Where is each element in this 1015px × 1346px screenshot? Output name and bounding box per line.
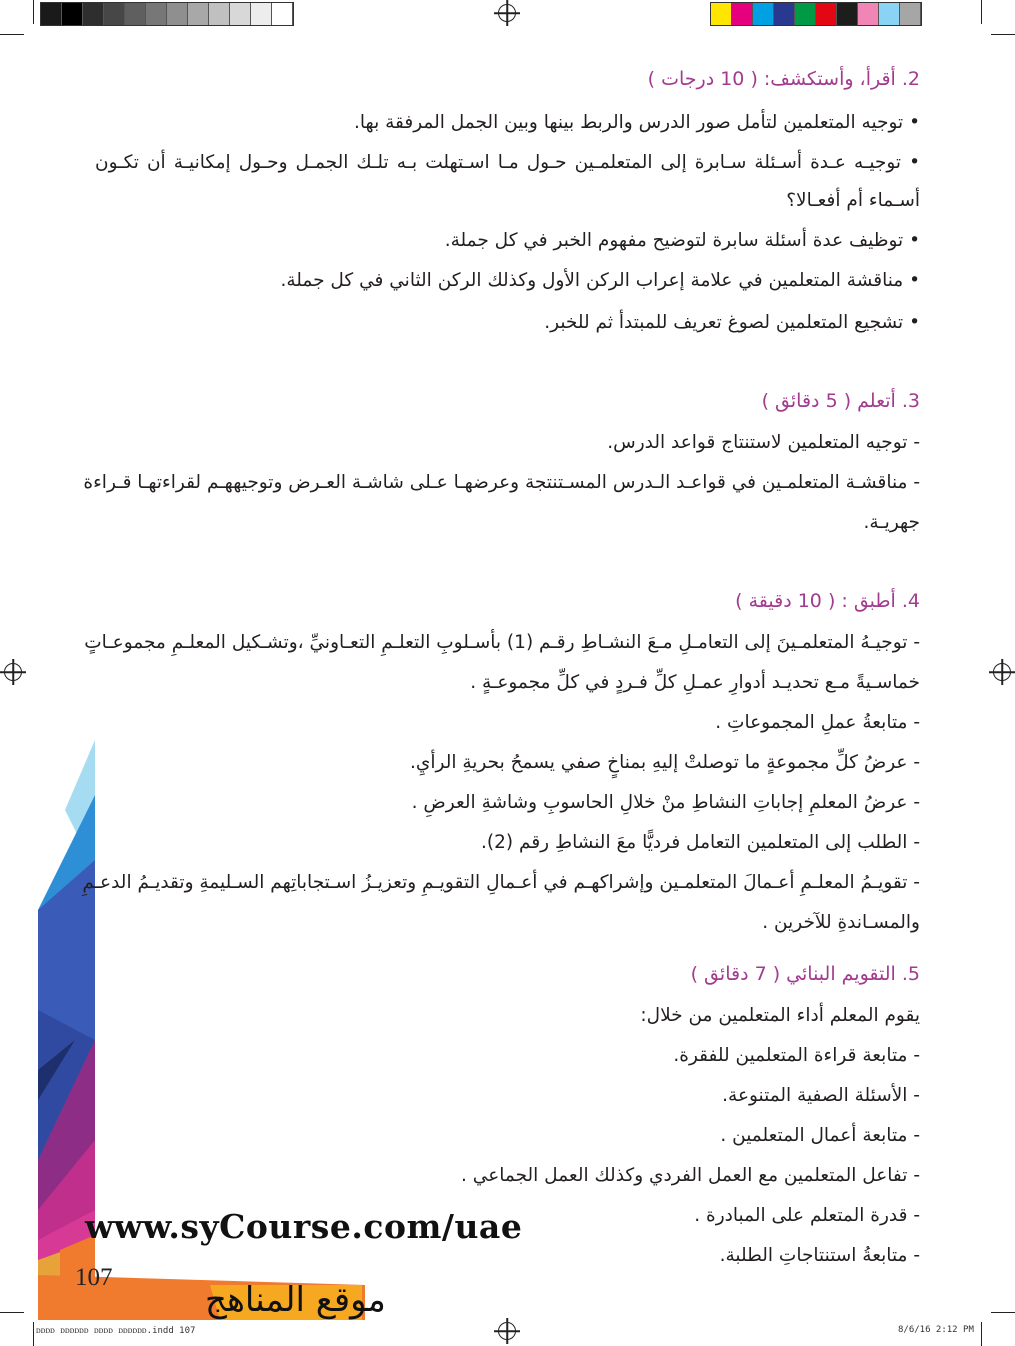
section-2-heading: 2. أقرأ، وأستكشف: ( 10 درجات ) — [647, 68, 920, 90]
registration-mark-top — [498, 4, 516, 22]
color-swatch — [711, 3, 732, 25]
section-4-heading: 4. أطبق : ( 10 دقيقة ) — [735, 590, 920, 612]
section-5-item-2: - الأسئلة الصفية المتنوعة. — [722, 1085, 920, 1106]
section-4-item-2: - متابعةُ عملِ المجموعاتِ . — [715, 712, 920, 733]
page-number: 107 — [75, 1264, 113, 1291]
section-4-item-5: - الطلب إلى المتعلمين التعامل فرديًّا معَ النشاطِ رقم (2). — [481, 832, 920, 853]
section-2-bullet-3: • توظيف عدة أسئلة سابرة لتوضيح مفهوم الخبر في كل جملة. — [444, 230, 920, 251]
color-swatch — [879, 3, 900, 25]
gray-swatch — [104, 3, 125, 25]
color-swatch — [753, 3, 774, 25]
section-5-item-4: - تفاعل المتعلمين مع العمل الفردي وكذلك العمل الجماعي . — [461, 1165, 920, 1186]
section-2-bullet-1: • توجيه المتعلمين لتأمل صور الدرس والربط بينها وبين الجمل المرفقة بها. — [354, 112, 920, 133]
gray-swatch — [188, 3, 209, 25]
gray-swatch — [62, 3, 83, 25]
section-3-item-2-line-2: جهريـة. — [863, 512, 920, 533]
color-swatch — [774, 3, 795, 25]
color-swatch — [858, 3, 879, 25]
crop-mark — [981, 0, 982, 24]
section-5-intro: يقوم المعلم أداء المتعلمين من خلال: — [640, 1005, 920, 1026]
gray-swatch — [146, 3, 167, 25]
gray-swatch — [230, 3, 251, 25]
gray-swatch — [125, 3, 146, 25]
color-swatch — [732, 3, 753, 25]
section-2-bullet-5: • تشجيع المتعلمين لصوغ تعريف للمبتدأ ثم للخبر. — [544, 312, 920, 333]
print-date: 8/6/16 2:12 PM — [898, 1325, 974, 1335]
gray-swatch — [41, 3, 62, 25]
section-3-item-1: - توجيه المتعلمين لاستنتاج قواعد الدرس. — [607, 432, 920, 453]
section-4-item-6-line-1: - تقويـمُ المعلـمِ أعـمالَ المتعلمـين وإشراكهـم في أعـمالِ التقويـمِ وتعزيـزُ اسـتجاباتِهم السـليمةِ وتقديـمُ الدعـمِ — [82, 872, 920, 893]
color-swatch — [816, 3, 837, 25]
crop-mark — [991, 1312, 1015, 1313]
section-2-bullet-2-line-2: أسـماء أم أفعـالا؟ — [786, 190, 920, 211]
section-4-item-1-line-2: خماسـيةً مـع تحديـد أدوارِ عمـلِ كلِّ فـردٍ في كلِّ مجموعـةٍ . — [470, 672, 920, 693]
color-swatch — [900, 3, 921, 25]
registration-mark-bottom — [498, 1322, 516, 1340]
crop-mark — [981, 1322, 982, 1346]
gray-swatch — [272, 3, 293, 25]
color-swatch — [837, 3, 858, 25]
section-4-item-3: - عرضُ كلِّ مجموعةٍ ما توصلتْ إليهِ بمناخٍ صفي يسمحُ بحريةِ الرأيِ. — [409, 752, 920, 773]
crop-mark — [0, 34, 24, 35]
section-3-heading: 3. أتعلم ( 5 دقائق ) — [761, 390, 920, 412]
grayscale-color-bar — [40, 2, 294, 26]
color-swatch — [795, 3, 816, 25]
process-color-bar — [710, 2, 922, 26]
website-watermark: www.syCourse.com/uae — [85, 1207, 523, 1246]
crop-mark — [33, 0, 34, 24]
gray-swatch — [83, 3, 104, 25]
registration-mark-left — [4, 663, 22, 681]
section-5-item-6: - متابعةُ استنتاجاتِ الطلبة. — [719, 1245, 920, 1266]
gray-swatch — [251, 3, 272, 25]
section-5-item-5: - قدرة المتعلم على المبادرة . — [694, 1205, 920, 1226]
gray-swatch — [167, 3, 188, 25]
section-2-bullet-4: • مناقشة المتعلمين في علامة إعراب الركن الأول وكذلك الركن الثاني في كل جملة. — [280, 270, 920, 291]
section-3-item-2-line-1: - مناقشـة المتعلمـين في قواعـد الـدرس المسـتنتجة وعرضهـا عـلى شاشـة العـرض وتوجيههـم لقراءتهـا قـراءة — [83, 472, 920, 493]
crop-mark — [33, 1322, 34, 1346]
section-5-item-3: - متابعة أعمال المتعلمين . — [720, 1125, 920, 1146]
section-5-heading: 5. التقويم البنائي ( 7 دقائق ) — [690, 963, 920, 985]
crop-mark — [991, 34, 1015, 35]
section-4-item-6-line-2: والمسـاندةِ للآخرين . — [762, 912, 920, 933]
site-logo-text: موقع المناهج — [205, 1280, 386, 1320]
file-info: ᴅᴅᴅᴅ ᴅᴅᴅᴅᴅᴅ ᴅᴅᴅᴅ ᴅᴅᴅᴅᴅᴅ.indd 107 — [36, 1326, 196, 1336]
section-4-item-4: - عرضُ المعلمِ إجاباتِ النشاطِ منْ خلالِ الحاسوبِ وشاشةِ العرضِ . — [411, 792, 920, 813]
gray-swatch — [209, 3, 230, 25]
section-2-bullet-2-line-1: • توجيـه عـدة أسـئلة سـابرة إلى المتعلمـين حـول مـا اسـتهلت بـه تلـك الجمـل وحـول إمكانيـة أن تكـون — [95, 152, 920, 173]
registration-mark-right — [993, 663, 1011, 681]
section-4-item-1-line-1: - توجيـهُ المتعلمـينَ إلى التعامـلِ مـعَ النشـاطِ رقـم (1) بأسـلوبِ التعلـمِ التعـاونيِّ ،وتشـكيل المعلـمِ مجموعـاتٍ — [84, 632, 920, 653]
section-5-item-1: - متابعة قراءة المتعلمين للفقرة. — [673, 1045, 920, 1066]
